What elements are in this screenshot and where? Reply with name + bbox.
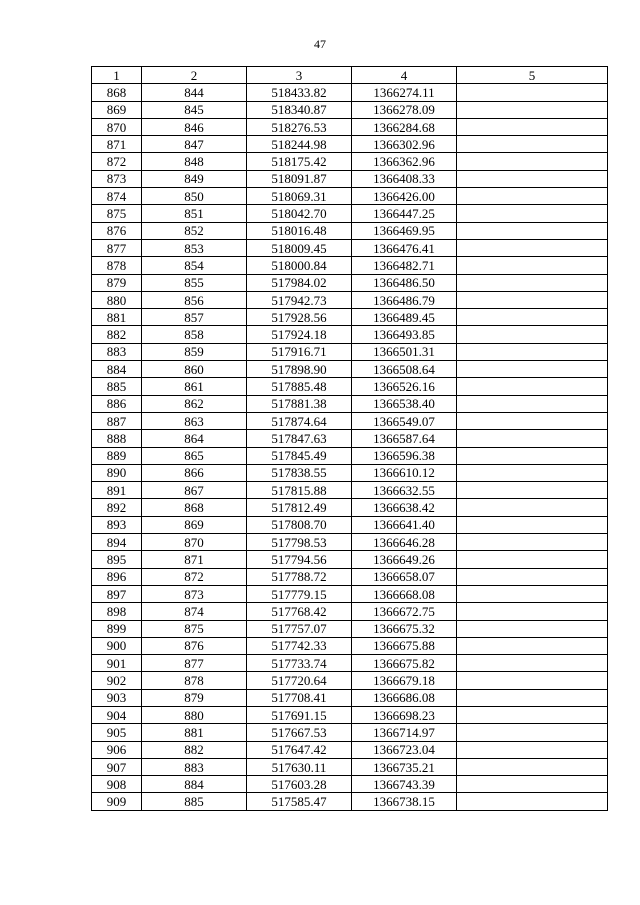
table-cell: 878: [92, 257, 142, 274]
table-cell: 517984.02: [247, 274, 352, 291]
table-cell: 517779.15: [247, 585, 352, 602]
table-cell: 890: [92, 464, 142, 481]
table-row: [92, 395, 608, 412]
table-cell: 873: [92, 170, 142, 187]
table-cell: [457, 464, 608, 481]
table-cell: [457, 551, 608, 568]
table-cell: 899: [92, 620, 142, 637]
table-cell: 1366668.08: [352, 585, 457, 602]
table-cell: 1366302.96: [352, 136, 457, 153]
table-cell: 1366426.00: [352, 188, 457, 205]
table-cell: 1366743.39: [352, 776, 457, 793]
table-cell: 870: [92, 118, 142, 135]
table-cell: 1366538.40: [352, 395, 457, 412]
table-cell: 518016.48: [247, 222, 352, 239]
table-cell: 517691.15: [247, 706, 352, 723]
table-cell: 876: [142, 637, 247, 654]
table-cell: [457, 793, 608, 810]
table-cell: 847: [142, 136, 247, 153]
table-cell: 898: [92, 603, 142, 620]
table-cell: 875: [92, 205, 142, 222]
table-row: [92, 136, 608, 153]
table-row: [92, 447, 608, 464]
table-cell: 1366469.95: [352, 222, 457, 239]
table-cell: 1366362.96: [352, 153, 457, 170]
table-row: [92, 482, 608, 499]
table-cell: 850: [142, 188, 247, 205]
table-cell: [457, 361, 608, 378]
table-cell: 1366735.21: [352, 758, 457, 775]
table-cell: [457, 291, 608, 308]
table-cell: [457, 136, 608, 153]
table-cell: 907: [92, 758, 142, 775]
table-cell: 518244.98: [247, 136, 352, 153]
table-cell: 845: [142, 101, 247, 118]
table-row: [92, 84, 608, 101]
table-row: [92, 118, 608, 135]
table-cell: 518175.42: [247, 153, 352, 170]
table-row: [92, 378, 608, 395]
table-cell: 895: [92, 551, 142, 568]
table-row: [92, 689, 608, 706]
column-header: 4: [352, 67, 457, 84]
table-cell: 868: [92, 84, 142, 101]
table-cell: 864: [142, 430, 247, 447]
table-cell: [457, 84, 608, 101]
table-row: [92, 793, 608, 810]
table-row: [92, 257, 608, 274]
table-cell: 1366675.82: [352, 655, 457, 672]
column-header: 2: [142, 67, 247, 84]
table-cell: 1366526.16: [352, 378, 457, 395]
table-cell: [457, 672, 608, 689]
table-cell: 887: [92, 412, 142, 429]
table-cell: [457, 447, 608, 464]
table-cell: 865: [142, 447, 247, 464]
table-cell: 517757.07: [247, 620, 352, 637]
table-row: [92, 603, 608, 620]
table-cell: [457, 101, 608, 118]
table-cell: 891: [92, 482, 142, 499]
table-cell: 517924.18: [247, 326, 352, 343]
table-cell: 894: [92, 534, 142, 551]
table-cell: [457, 741, 608, 758]
table-cell: 883: [92, 343, 142, 360]
table-cell: 517708.41: [247, 689, 352, 706]
table-cell: 849: [142, 170, 247, 187]
table-cell: 879: [92, 274, 142, 291]
table-cell: 1366447.25: [352, 205, 457, 222]
table-cell: [457, 724, 608, 741]
table-cell: [457, 153, 608, 170]
table-row: [92, 205, 608, 222]
table-cell: [457, 412, 608, 429]
table-cell: 844: [142, 84, 247, 101]
table-cell: 896: [92, 568, 142, 585]
table-cell: [457, 568, 608, 585]
table-cell: 517768.42: [247, 603, 352, 620]
table-cell: 893: [92, 516, 142, 533]
table-cell: 1366508.64: [352, 361, 457, 378]
table-cell: [457, 499, 608, 516]
table-row: [92, 430, 608, 447]
table-cell: 517647.42: [247, 741, 352, 758]
table-cell: 1366679.18: [352, 672, 457, 689]
table-cell: [457, 239, 608, 256]
table-row: [92, 551, 608, 568]
table-row: [92, 170, 608, 187]
table-row: [92, 188, 608, 205]
table-body: [92, 67, 608, 811]
table-cell: 517847.63: [247, 430, 352, 447]
table-cell: 901: [92, 655, 142, 672]
table-cell: 517733.74: [247, 655, 352, 672]
table-cell: 517928.56: [247, 309, 352, 326]
table-row: [92, 655, 608, 672]
table-cell: 1366723.04: [352, 741, 457, 758]
table-row: [92, 291, 608, 308]
table-cell: [457, 395, 608, 412]
table-row: [92, 741, 608, 758]
table-row: [92, 672, 608, 689]
table-cell: 1366596.38: [352, 447, 457, 464]
table-cell: [457, 689, 608, 706]
table-cell: 882: [92, 326, 142, 343]
table-cell: 517845.49: [247, 447, 352, 464]
table-cell: 517603.28: [247, 776, 352, 793]
table-cell: 1366646.28: [352, 534, 457, 551]
table-row: [92, 758, 608, 775]
table-row: [92, 776, 608, 793]
table-cell: 884: [92, 361, 142, 378]
table-cell: [457, 430, 608, 447]
table-cell: 517667.53: [247, 724, 352, 741]
table-cell: [457, 274, 608, 291]
table-cell: 902: [92, 672, 142, 689]
table-cell: 517812.49: [247, 499, 352, 516]
table-row: [92, 637, 608, 654]
table-cell: 518009.45: [247, 239, 352, 256]
table-cell: 879: [142, 689, 247, 706]
table-cell: 909: [92, 793, 142, 810]
table-cell: 872: [92, 153, 142, 170]
table-cell: 869: [92, 101, 142, 118]
table-cell: 1366549.07: [352, 412, 457, 429]
table-row: [92, 101, 608, 118]
table-cell: 1366714.97: [352, 724, 457, 741]
table-cell: 885: [92, 378, 142, 395]
coordinates-table: [91, 66, 608, 811]
table-cell: 517742.33: [247, 637, 352, 654]
table-cell: 1366587.64: [352, 430, 457, 447]
table-cell: 1366493.85: [352, 326, 457, 343]
table-cell: 1366482.71: [352, 257, 457, 274]
table-cell: 518042.70: [247, 205, 352, 222]
table-cell: 869: [142, 516, 247, 533]
table-cell: 884: [142, 776, 247, 793]
table-cell: 889: [92, 447, 142, 464]
table-row: [92, 585, 608, 602]
table-cell: 1366632.55: [352, 482, 457, 499]
table-cell: 888: [92, 430, 142, 447]
table-cell: 518069.31: [247, 188, 352, 205]
table-cell: 1366686.08: [352, 689, 457, 706]
table-row: [92, 412, 608, 429]
table-cell: 862: [142, 395, 247, 412]
table-cell: 1366675.88: [352, 637, 457, 654]
table-cell: 1366489.45: [352, 309, 457, 326]
table-row: [92, 222, 608, 239]
table-cell: 1366649.26: [352, 551, 457, 568]
table-cell: 1366698.23: [352, 706, 457, 723]
table-cell: 518091.87: [247, 170, 352, 187]
table-cell: 517794.56: [247, 551, 352, 568]
table-cell: 870: [142, 534, 247, 551]
table-row: [92, 706, 608, 723]
table-cell: 883: [142, 758, 247, 775]
table-cell: 1366675.32: [352, 620, 457, 637]
table-cell: 1366476.41: [352, 239, 457, 256]
table-cell: 518340.87: [247, 101, 352, 118]
table-cell: 518433.82: [247, 84, 352, 101]
table-row: [92, 239, 608, 256]
table-row: [92, 464, 608, 481]
table-cell: [457, 620, 608, 637]
table-cell: 1366672.75: [352, 603, 457, 620]
column-header: 3: [247, 67, 352, 84]
table-cell: 908: [92, 776, 142, 793]
table-cell: 861: [142, 378, 247, 395]
table-row: [92, 516, 608, 533]
table-cell: 892: [92, 499, 142, 516]
table-cell: 1366274.11: [352, 84, 457, 101]
table-cell: [457, 516, 608, 533]
table-cell: 881: [142, 724, 247, 741]
table-cell: 518000.84: [247, 257, 352, 274]
table-cell: 880: [92, 291, 142, 308]
table-row: [92, 724, 608, 741]
table-cell: 517916.71: [247, 343, 352, 360]
column-header: 5: [457, 67, 608, 84]
table-cell: [457, 706, 608, 723]
table-cell: [457, 758, 608, 775]
table-cell: 851: [142, 205, 247, 222]
table-cell: 1366486.50: [352, 274, 457, 291]
table-cell: [457, 326, 608, 343]
table-cell: 1366284.68: [352, 118, 457, 135]
table-cell: 867: [142, 482, 247, 499]
table-cell: 859: [142, 343, 247, 360]
table-cell: 852: [142, 222, 247, 239]
table-header-row: [92, 67, 608, 84]
table-cell: 854: [142, 257, 247, 274]
table-cell: [457, 603, 608, 620]
table-cell: 904: [92, 706, 142, 723]
table-cell: [457, 637, 608, 654]
table-cell: 1366408.33: [352, 170, 457, 187]
table-cell: 875: [142, 620, 247, 637]
table-cell: 517881.38: [247, 395, 352, 412]
table-row: [92, 361, 608, 378]
table-cell: 878: [142, 672, 247, 689]
table-cell: 1366658.07: [352, 568, 457, 585]
table-cell: 868: [142, 499, 247, 516]
table-cell: 871: [142, 551, 247, 568]
table-cell: 848: [142, 153, 247, 170]
table-cell: 1366278.09: [352, 101, 457, 118]
table-cell: 871: [92, 136, 142, 153]
table-cell: 517585.47: [247, 793, 352, 810]
table-cell: 517720.64: [247, 672, 352, 689]
table-cell: 517838.55: [247, 464, 352, 481]
table-cell: 906: [92, 741, 142, 758]
table-row: [92, 343, 608, 360]
table-cell: 517942.73: [247, 291, 352, 308]
table-cell: 860: [142, 361, 247, 378]
table-cell: 900: [92, 637, 142, 654]
table-cell: [457, 309, 608, 326]
table-cell: [457, 343, 608, 360]
table-cell: 517815.88: [247, 482, 352, 499]
table-cell: 866: [142, 464, 247, 481]
table-cell: [457, 482, 608, 499]
table-cell: 517798.53: [247, 534, 352, 551]
table-cell: 897: [92, 585, 142, 602]
table-cell: 880: [142, 706, 247, 723]
table-cell: 517630.11: [247, 758, 352, 775]
table-cell: 853: [142, 239, 247, 256]
table-cell: 856: [142, 291, 247, 308]
table-cell: 877: [92, 239, 142, 256]
table-cell: 874: [92, 188, 142, 205]
table-row: [92, 620, 608, 637]
page-number: 47: [314, 37, 326, 51]
table-cell: 881: [92, 309, 142, 326]
table-cell: 1366486.79: [352, 291, 457, 308]
table-cell: [457, 170, 608, 187]
table-row: [92, 274, 608, 291]
table-row: [92, 499, 608, 516]
table-cell: [457, 378, 608, 395]
table-cell: 517788.72: [247, 568, 352, 585]
table-cell: 905: [92, 724, 142, 741]
table-cell: 846: [142, 118, 247, 135]
table-cell: [457, 257, 608, 274]
table-cell: 1366501.31: [352, 343, 457, 360]
table-cell: [457, 585, 608, 602]
table-cell: 518276.53: [247, 118, 352, 135]
table-cell: 517808.70: [247, 516, 352, 533]
table-cell: 1366610.12: [352, 464, 457, 481]
table-row: [92, 568, 608, 585]
table-row: [92, 326, 608, 343]
table-cell: [457, 188, 608, 205]
table-cell: 873: [142, 585, 247, 602]
table-cell: [457, 205, 608, 222]
table-cell: 877: [142, 655, 247, 672]
table-cell: 855: [142, 274, 247, 291]
table-cell: [457, 222, 608, 239]
table-cell: 1366738.15: [352, 793, 457, 810]
table-row: [92, 309, 608, 326]
table-cell: 517898.90: [247, 361, 352, 378]
table-cell: [457, 534, 608, 551]
table-cell: 903: [92, 689, 142, 706]
table-cell: [457, 655, 608, 672]
table-cell: 885: [142, 793, 247, 810]
table-cell: 876: [92, 222, 142, 239]
table-cell: 886: [92, 395, 142, 412]
column-header: 1: [92, 67, 142, 84]
table-cell: 1366638.42: [352, 499, 457, 516]
table-cell: 858: [142, 326, 247, 343]
table-cell: 1366641.40: [352, 516, 457, 533]
table-cell: 863: [142, 412, 247, 429]
table-cell: 517874.64: [247, 412, 352, 429]
table-cell: [457, 776, 608, 793]
table-row: [92, 153, 608, 170]
table-cell: 872: [142, 568, 247, 585]
table-cell: 517885.48: [247, 378, 352, 395]
table-cell: 857: [142, 309, 247, 326]
table-cell: [457, 118, 608, 135]
table-row: [92, 534, 608, 551]
table-cell: 882: [142, 741, 247, 758]
table-cell: 874: [142, 603, 247, 620]
